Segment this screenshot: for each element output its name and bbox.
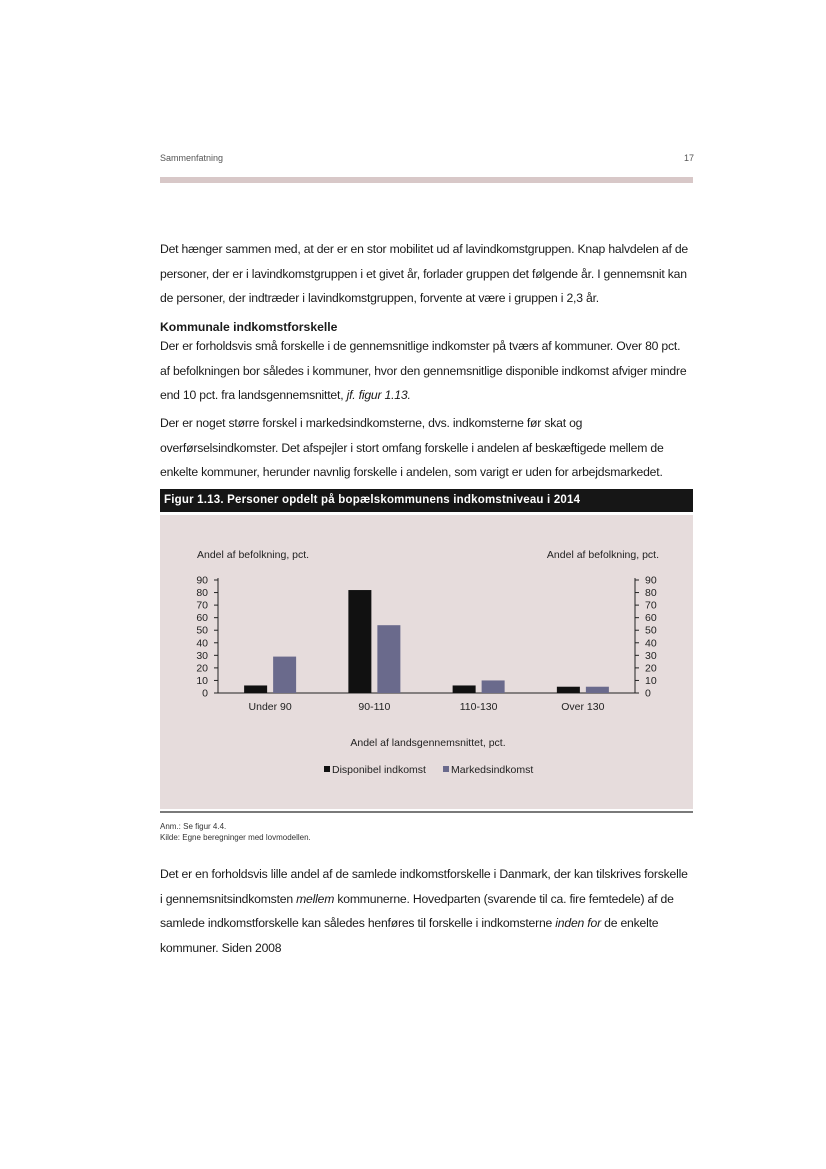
legend-label-markeds: Markedsindkomst (451, 764, 534, 776)
y-tick-label-left: 0 (202, 687, 208, 700)
y-tick-label-left: 50 (196, 624, 208, 637)
y-tick-label-left: 40 (196, 637, 208, 650)
paragraph-distribution-part2: kommunerne. Hovedparten (svarende til ca. fire femtedele) af de samlede indkomstforskelle kan således henføres til forskelle i indkomsterne (160, 891, 674, 930)
y-tick-label-left: 80 (196, 587, 208, 600)
y-tick-label-left: 60 (196, 612, 208, 625)
y-tick-label-left: 20 (196, 662, 208, 675)
running-header-section: Sammenfatning (160, 153, 224, 163)
page-number: 17 (683, 153, 694, 163)
y-axis-label-right: Andel af befolkning, pct. (546, 549, 659, 561)
paragraph-market (160, 411, 693, 485)
bar-disponibel-0 (244, 685, 267, 693)
figure-source: Kilde: Egne beregninger med lovmodellen. (160, 833, 311, 842)
y-tick-label-right: 90 (645, 574, 657, 587)
figure-bottom-rule (160, 811, 693, 813)
y-tick-label-right: 60 (645, 612, 657, 625)
section-heading: Kommunale indkomstforskelle (160, 320, 338, 334)
bar-disponibel-1 (348, 590, 371, 693)
bar-disponibel-2 (453, 685, 476, 693)
y-tick-label-right: 20 (645, 662, 657, 675)
x-axis-label: Andel af landsgennemsnittet, pct. (350, 737, 506, 749)
paragraph-mobility-text: Det hænger sammen med, at der er en stor mobilitet ud af lavindkomstgruppen. Knap halvdelen af de personer, der er i lavindkomstgruppen i et givet år, forlader gruppen det følgende år. I gennemsnit kan de personer, der indtræder i lavindkomstgruppen, forvente at være i gruppen i 2,3 år. (160, 242, 688, 305)
paragraph-distribution (160, 862, 693, 960)
x-tick-label: 110-130 (459, 701, 498, 713)
paragraph-distribution-text (160, 862, 693, 960)
y-tick-label-left: 10 (196, 674, 208, 687)
y-tick-label-right: 50 (645, 624, 657, 637)
bar-markeds-2 (482, 680, 505, 693)
y-tick-label-right: 10 (645, 674, 657, 687)
figure-note: Anm.: Se figur 4.4. (160, 822, 227, 831)
paragraph-municipal-body: Der er forholdsvis små forskelle i de gennemsnitlige indkomster på tværs af kommuner. Over 80 pct. af befolkningen bor således i kommuner, hvor den gennemsnitlige disponible indkomst afviger mindre end 10 pct. fra landsgennemsnittet, (160, 339, 687, 402)
bar-chart (160, 515, 693, 809)
y-tick-label-right: 30 (645, 649, 657, 662)
legend-label-disponibel: Disponibel indkomst (332, 764, 426, 776)
paragraph-market-text: Der er noget større forskel i markedsindkomsterne, dvs. indkomsterne før skat og overførselsindkomster. Det afspejler i stort omfang forskelle i andelen af beskæftigede mellem de enkelte kommuner, herunder navnlig forskelle i andelen, som varigt er uden for arbejdsmarkedet. (160, 416, 664, 479)
x-tick-label: Under 90 (248, 701, 292, 713)
bar-markeds-3 (586, 687, 609, 693)
header-rule (160, 177, 693, 183)
x-tick-label: Over 130 (561, 701, 605, 713)
figure-reference: jf. figur 1.13. (346, 388, 411, 402)
y-axis-label-left: Andel af befolkning, pct. (197, 549, 310, 561)
legend (324, 764, 533, 776)
bar-disponibel-3 (557, 687, 580, 693)
emphasis-mellem: mellem (296, 891, 335, 906)
paragraph-distribution-part1: Det er en forholdsvis lille andel af de samlede indkomstforskelle i Danmark, der kan tilskrives forskelle i gennemsnitsindkomsten (160, 867, 688, 906)
y-tick-label-right: 0 (645, 687, 651, 700)
y-tick-label-left: 90 (196, 574, 208, 587)
paragraph-distribution-part3: de enkelte kommuner. Siden 2008 (160, 916, 659, 955)
paragraph-municipal-text (160, 334, 693, 408)
bar-markeds-0 (273, 657, 296, 693)
emphasis-inden-for: inden for (555, 916, 601, 930)
legend-swatch-disponibel (324, 766, 330, 772)
figure-panel (160, 515, 693, 809)
x-tick-label: 90-110 (358, 701, 391, 713)
figure-title: Figur 1.13. Personer opdelt på bopælskommunens indkomstniveau i 2014 (160, 489, 693, 512)
y-tick-label-right: 80 (645, 587, 657, 600)
legend-swatch-markeds (443, 766, 449, 772)
paragraph-mobility (160, 237, 693, 311)
y-tick-label-right: 40 (645, 637, 657, 650)
y-tick-label-right: 70 (645, 599, 657, 612)
bar-markeds-1 (377, 625, 400, 693)
y-tick-label-left: 30 (196, 649, 208, 662)
paragraph-municipal (160, 334, 693, 408)
y-tick-label-left: 70 (196, 599, 208, 612)
